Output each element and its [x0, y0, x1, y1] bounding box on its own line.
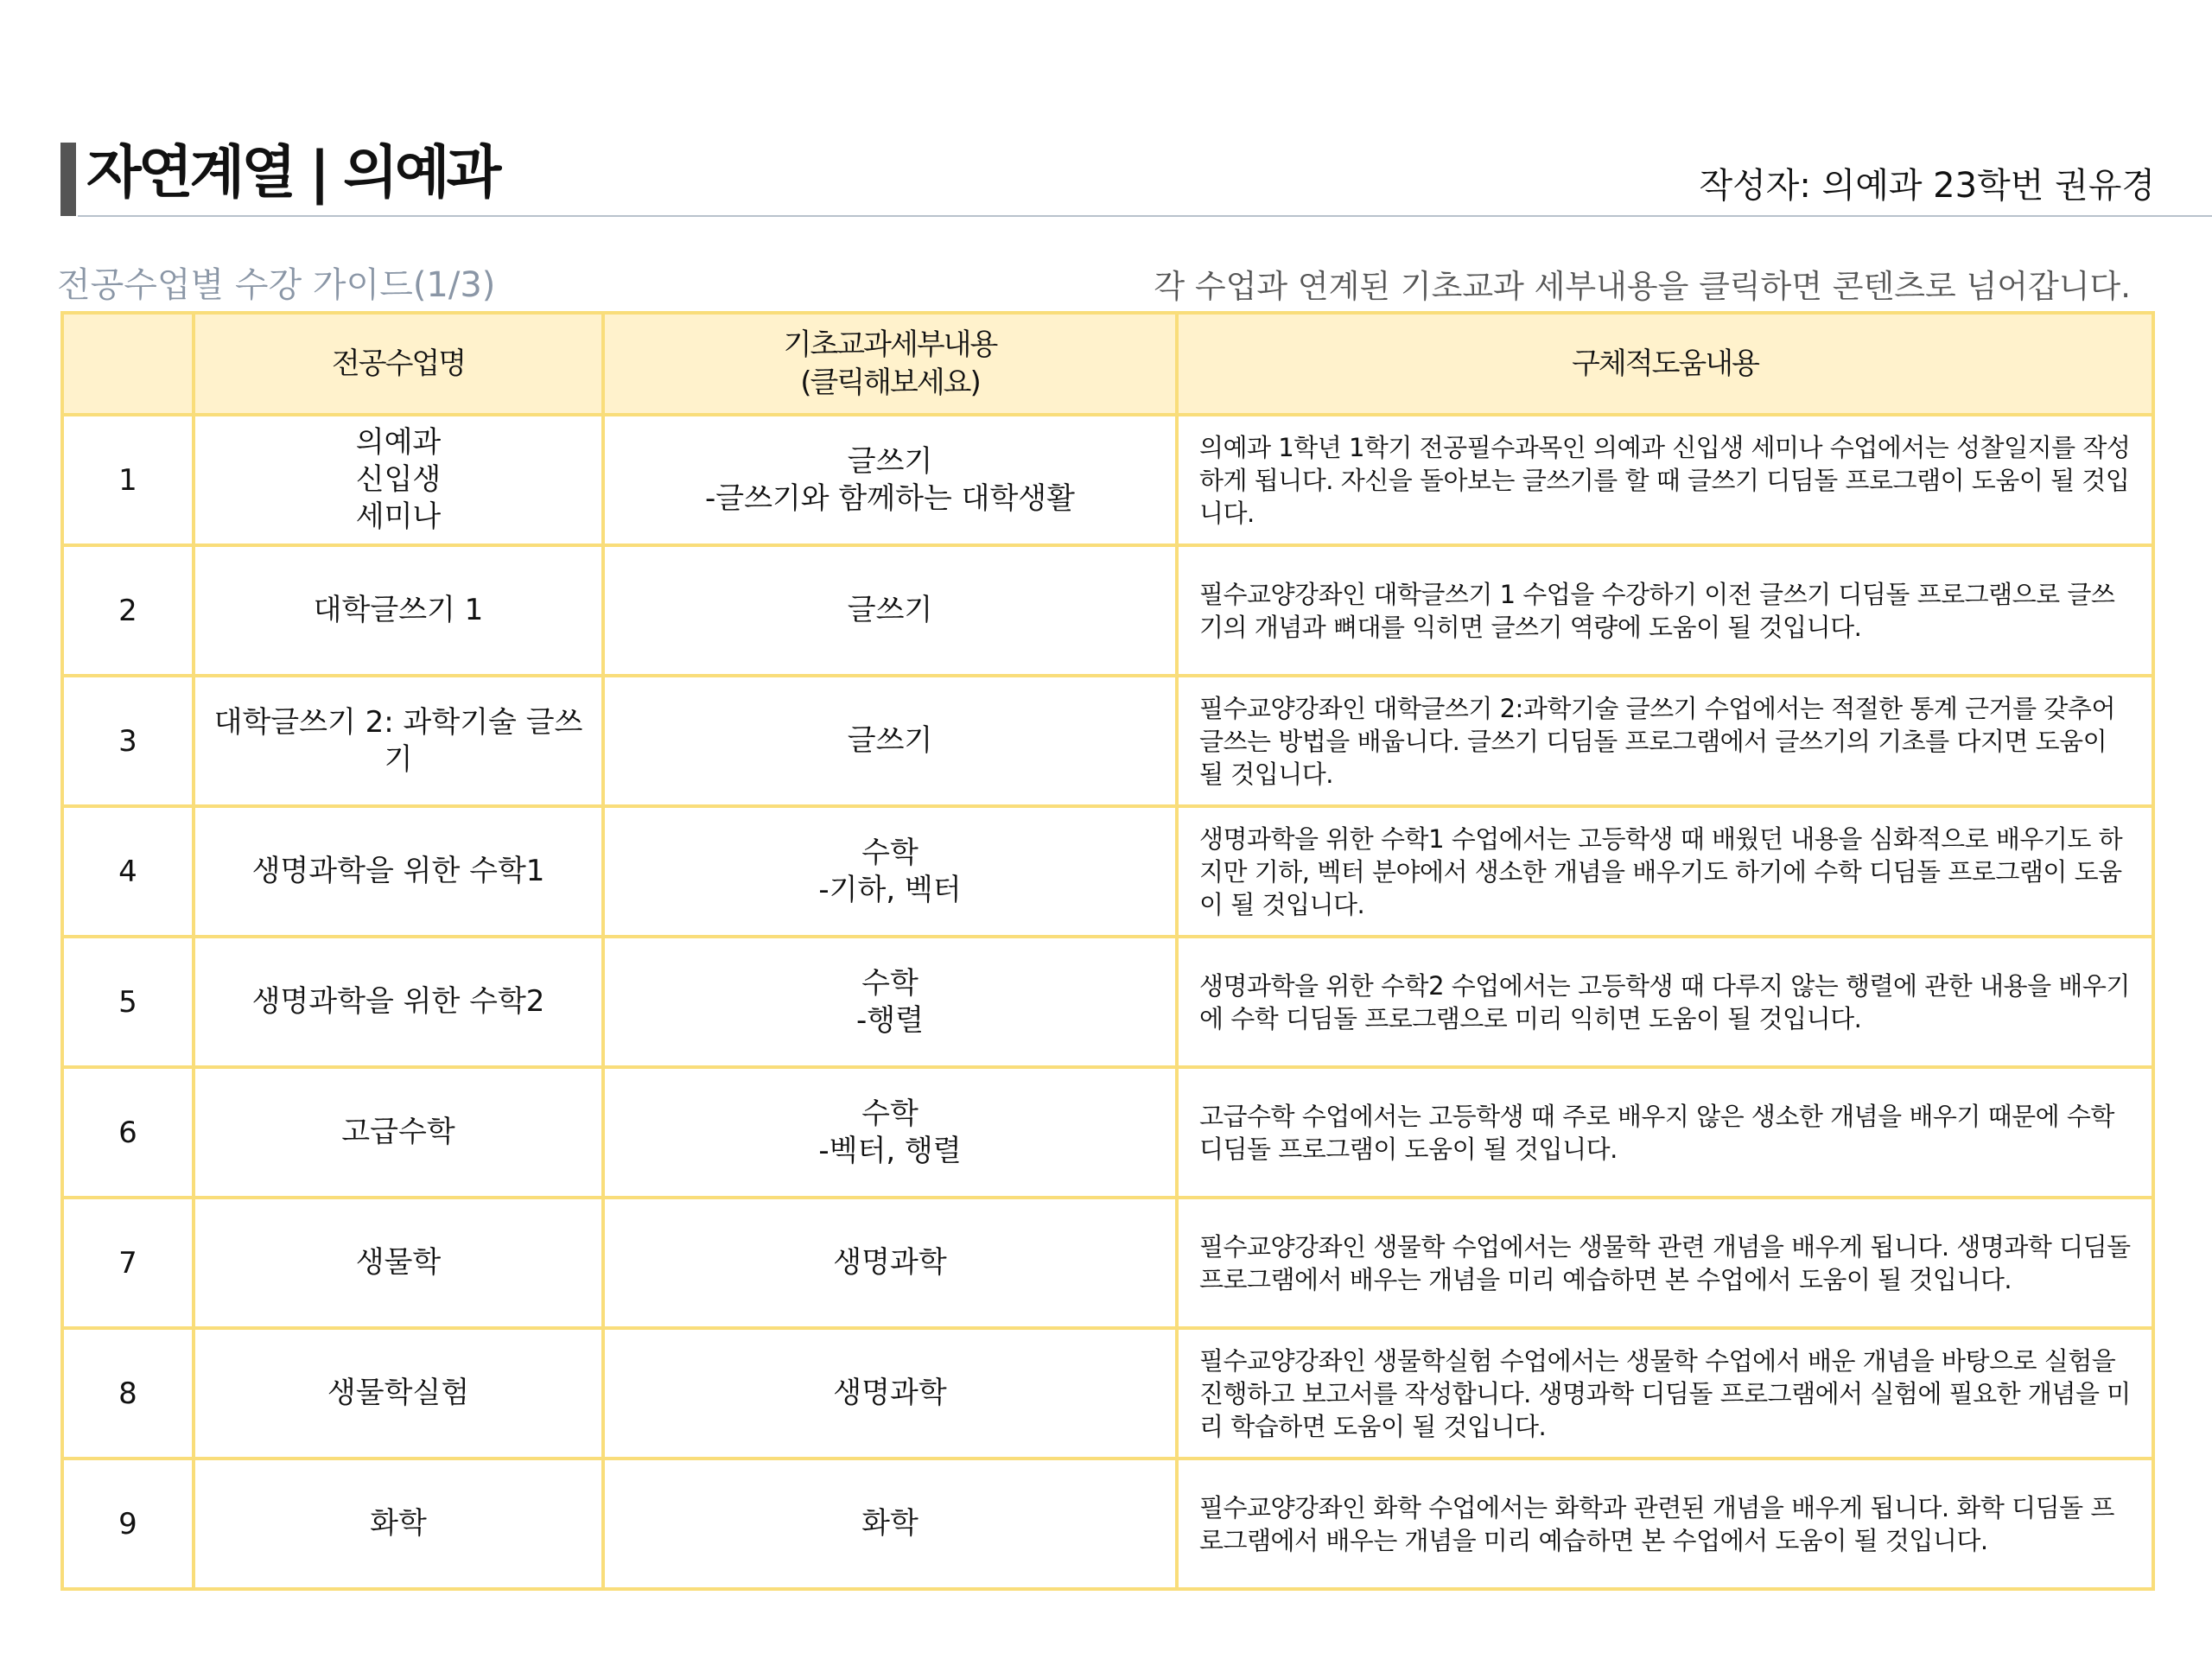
help-description-line: 생명과학을 위한 수학2 수업에서는 고등학생 때 다루지 않는 행렬에 관한 내용을 배우기 — [1199, 970, 2130, 1001]
header-no — [62, 313, 194, 415]
page-title: 자연계열 | 의예과 — [86, 139, 499, 206]
course-name-cell — [194, 1328, 603, 1459]
row-number: 9 — [62, 1459, 194, 1589]
course-name-line: 세미나 — [355, 499, 442, 534]
header-basic-line1: 기초교과세부내용 — [783, 327, 997, 362]
row-number: 6 — [62, 1067, 194, 1198]
help-description-line: 이 될 것입니다. — [1199, 889, 1365, 919]
row-number: 5 — [62, 937, 194, 1067]
basic-subject-line: 수학 — [861, 835, 918, 870]
basic-subject-line: -기하, 벡터 — [818, 872, 962, 907]
course-name-line: 생물학실험 — [327, 1376, 470, 1410]
help-description-line: 디딤돌 프로그램이 도움이 될 것입니다. — [1199, 1134, 1618, 1164]
help-description-cell — [1177, 676, 2153, 806]
basic-subject-line: 생명과학 — [833, 1245, 947, 1280]
help-description-line: 필수교양강좌인 대학글쓰기 2:과학기술 글쓰기 수업에서는 적절한 통계 근거를 갖추어 — [1199, 693, 2115, 723]
course-name-line: 대학글쓰기 1 — [313, 593, 484, 627]
help-description-cell — [1177, 1459, 2153, 1589]
basic-subject-line: 화학 — [861, 1506, 918, 1541]
basic-subject-link[interactable] — [622, 965, 1158, 1039]
basic-subject-cell — [603, 806, 1177, 937]
basic-subject-cell — [603, 1067, 1177, 1198]
help-description-line: 리 학습하면 도움이 될 것입니다. — [1199, 1411, 1547, 1441]
course-name-cell — [194, 937, 603, 1067]
help-description-line: 하게 됩니다. 자신을 돌아보는 글쓰기를 할 때 글쓰기 디딤돌 프로그램이 도움이 될 것입 — [1199, 465, 2130, 495]
basic-subject-link[interactable] — [622, 1505, 1158, 1542]
basic-subject-line: 글쓰기 — [847, 593, 933, 627]
help-description-line: 프로그램에서 배우는 개념을 미리 예습하면 본 수업에서 도움이 될 것입니다. — [1199, 1264, 2012, 1294]
basic-subject-cell — [603, 1328, 1177, 1459]
row-number: 8 — [62, 1328, 194, 1459]
basic-subject-line: -글쓰기와 함께하는 대학생활 — [704, 480, 1075, 516]
basic-subject-link[interactable] — [622, 592, 1158, 629]
help-description-cell — [1177, 1067, 2153, 1198]
course-guide-table — [60, 311, 2155, 1591]
basic-subject-line: -벡터, 행렬 — [818, 1133, 962, 1168]
table-row — [62, 806, 2153, 937]
basic-subject-cell — [603, 937, 1177, 1067]
table-row — [62, 1067, 2153, 1198]
course-name-line: 화학 — [370, 1506, 427, 1541]
basic-subject-link[interactable] — [622, 835, 1158, 909]
help-description-line: 니다. — [1199, 498, 1255, 528]
help-description-line: 될 것입니다. — [1199, 759, 1334, 789]
help-description-cell — [1177, 806, 2153, 937]
basic-subject-cell — [603, 1459, 1177, 1589]
basic-subject-cell — [603, 1198, 1177, 1328]
course-name-cell — [194, 1198, 603, 1328]
basic-subject-line: 글쓰기 — [847, 443, 933, 479]
basic-subject-line: 수학 — [861, 1096, 918, 1131]
header-basic-line2: (클릭해보세요) — [800, 365, 980, 400]
help-description-cell — [1177, 545, 2153, 676]
table-header-row — [62, 313, 2153, 415]
help-description-cell — [1177, 415, 2153, 545]
course-name-line: 대학글쓰기 2: 과학기술 글쓰 — [213, 704, 583, 740]
help-description-line: 생명과학을 위한 수학1 수업에서는 고등학생 때 배웠던 내용을 심화적으로 배우기도 하 — [1199, 823, 2123, 854]
basic-subject-cell — [603, 676, 1177, 806]
basic-subject-link[interactable] — [622, 443, 1158, 518]
basic-subject-link[interactable] — [622, 1375, 1158, 1412]
help-description-line: 기의 개념과 뼈대를 익히면 글쓰기 역량에 도움이 될 것입니다. — [1199, 612, 1862, 642]
basic-subject-link[interactable] — [622, 722, 1158, 760]
row-number: 7 — [62, 1198, 194, 1328]
course-name-line: 생명과학을 위한 수학1 — [251, 854, 545, 888]
help-description-line: 의예과 1학년 1학기 전공필수과목인 의예과 신입생 세미나 수업에서는 성찰일지를 작성 — [1199, 432, 2131, 462]
table-row — [62, 937, 2153, 1067]
basic-subject-line: 생명과학 — [833, 1376, 947, 1410]
basic-subject-link[interactable] — [622, 1244, 1158, 1281]
help-description-line: 필수교양강좌인 대학글쓰기 1 수업을 수강하기 이전 글쓰기 디딤돌 프로그램으로 글쓰 — [1199, 579, 2115, 609]
course-name-cell — [194, 806, 603, 937]
basic-subject-cell — [603, 545, 1177, 676]
section-subtitle: 전공수업별 수강 가이드(1/3) — [57, 265, 496, 305]
help-description-cell — [1177, 1328, 2153, 1459]
row-number: 2 — [62, 545, 194, 676]
help-description-line: 고급수학 수업에서는 고등학생 때 주로 배우지 않은 생소한 개념을 배우기 때문에 수학 — [1199, 1101, 2114, 1131]
course-name-line: 신입생 — [355, 462, 442, 497]
help-description-line: 로그램에서 배우는 개념을 미리 예습하면 본 수업에서 도움이 될 것입니다. — [1199, 1525, 1988, 1555]
table-body — [62, 415, 2153, 1589]
header-help: 구체적도움내용 — [1177, 313, 2153, 415]
table-row — [62, 676, 2153, 806]
row-number: 1 — [62, 415, 194, 545]
help-description-cell — [1177, 1198, 2153, 1328]
course-name-line: 기 — [384, 741, 413, 777]
course-name-line: 고급수학 — [341, 1115, 455, 1149]
help-description-cell — [1177, 937, 2153, 1067]
course-name-line: 생물학 — [355, 1245, 442, 1280]
course-name-cell — [194, 415, 603, 545]
help-description-line: 글쓰는 방법을 배웁니다. 글쓰기 디딤돌 프로그램에서 글쓰기의 기초를 다지면 도움이 — [1199, 726, 2107, 756]
basic-subject-link[interactable] — [622, 1096, 1158, 1170]
basic-subject-cell — [603, 415, 1177, 545]
course-name-line: 생명과학을 위한 수학2 — [251, 984, 545, 1019]
table-row — [62, 415, 2153, 545]
help-description-line: 필수교양강좌인 화학 수업에서는 화학과 관련된 개념을 배우게 됩니다. 화학 디딤돌 프 — [1199, 1492, 2114, 1522]
author-label: 작성자: 의예과 23학번 권유경 — [1699, 166, 2155, 206]
row-number: 4 — [62, 806, 194, 937]
course-name-cell — [194, 676, 603, 806]
course-name-cell — [194, 1459, 603, 1589]
title-accent-bar — [60, 143, 76, 216]
table-row — [62, 1198, 2153, 1328]
table-row — [62, 545, 2153, 676]
course-name-line: 의예과 — [355, 425, 442, 460]
header-divider — [78, 215, 2212, 217]
help-description-line: 지만 기하, 벡터 분야에서 생소한 개념을 배우기도 하기에 수학 디딤돌 프로그램이 도움 — [1199, 856, 2122, 887]
header-course: 전공수업명 — [194, 313, 603, 415]
help-description-line: 필수교양강좌인 생물학실험 수업에서는 생물학 수업에서 배운 개념을 바탕으로 실험을 — [1199, 1345, 2116, 1376]
basic-subject-line: 수학 — [861, 965, 918, 1001]
header-basic — [603, 313, 1177, 415]
course-name-cell — [194, 1067, 603, 1198]
help-description-line: 필수교양강좌인 생물학 수업에서는 생물학 관련 개념을 배우게 됩니다. 생명과학 디딤돌 — [1199, 1231, 2131, 1262]
click-notice: 각 수업과 연계된 기초교과 세부내용을 클릭하면 콘텐츠로 넘어갑니다. — [1154, 268, 2131, 305]
help-description-line: 진행하고 보고서를 작성합니다. 생명과학 디딤돌 프로그램에서 실험에 필요한 개념을 미 — [1199, 1378, 2131, 1408]
row-number: 3 — [62, 676, 194, 806]
table-row — [62, 1459, 2153, 1589]
course-name-cell — [194, 545, 603, 676]
basic-subject-line: -행렬 — [856, 1002, 924, 1038]
table-row — [62, 1328, 2153, 1459]
help-description-line: 에 수학 디딤돌 프로그램으로 미리 익히면 도움이 될 것입니다. — [1199, 1003, 1862, 1033]
basic-subject-line: 글쓰기 — [847, 723, 933, 758]
